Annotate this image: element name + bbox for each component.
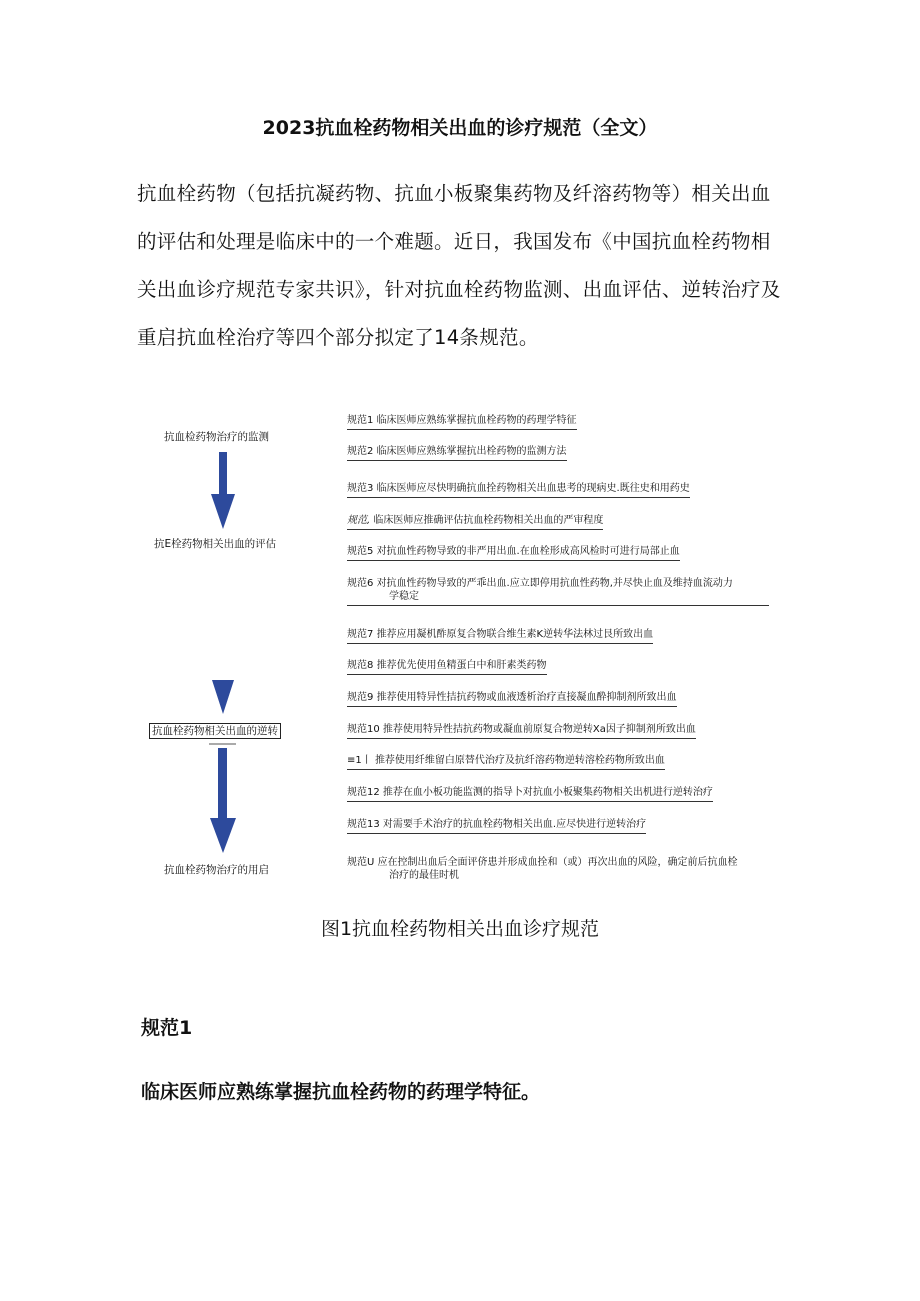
rule-item <box>347 628 653 644</box>
flow-label-monitoring: 抗血检药物治疗的监测 <box>164 431 269 443</box>
rule-text: 推荐使用纤维留白原替代治疗及抗纤溶药物逆转溶栓药物所致出血 <box>374 755 665 766</box>
rule-text: 推荐使用特异性拮抗药物或凝血前原复合物逆转Xa因子抑制剂所致出血 <box>382 724 696 735</box>
rule-item <box>347 482 690 498</box>
rule-prefix: 规范7 <box>347 629 374 640</box>
rule-text: 临床医师应熟练掌握抗出栓药物的监测方法 <box>376 446 567 457</box>
down-triangle-icon <box>211 680 235 716</box>
section-heading: 规范1 <box>141 1017 193 1039</box>
figure-caption: 图1抗血栓药物相关出血诊疗规范 <box>320 918 600 940</box>
rule-item <box>347 691 677 707</box>
document-title: 2023抗血栓药物相关出血的诊疗规范（全文） <box>262 117 658 139</box>
rule-text: 临床医师应熟练掌握抗血栓药物的药理学特征 <box>376 415 577 426</box>
rule-prefix: 规范9 <box>347 692 374 703</box>
rule-item <box>347 414 577 430</box>
section-text: 临床医师应熟练掌握抗血栓药物的药理学特征。 <box>141 1081 541 1103</box>
rule-text: 对抗血性药物导致的非严用出血.在血栓形成高风检时可进行局部止血 <box>376 546 680 557</box>
flow-label-restart: 抗血栓药物治疗的用启 <box>164 864 269 876</box>
rule-item <box>347 514 603 530</box>
rule-prefix: 规范U <box>347 857 375 868</box>
flowchart-figure <box>130 400 800 900</box>
rule-text: 临床医师应推确评估抗血栓药物相关出血的严审程度 <box>373 515 604 526</box>
rule-prefix: 规范, <box>347 515 371 526</box>
rule-item <box>347 754 665 770</box>
rule-item <box>347 445 567 461</box>
rule-prefix: 规范3 <box>347 483 374 494</box>
down-arrow-icon <box>210 452 236 530</box>
rule-prefix: 规范10 <box>347 724 380 735</box>
rule-text: 对抗血性药物导致的严乖出血.应立即停用抗血性药物,并尽快止血及维持血流动力 <box>376 578 733 589</box>
rule-prefix: 规范6 <box>347 578 374 589</box>
rule-prefix: 规范8 <box>347 660 374 671</box>
rule-item <box>347 786 713 802</box>
rule-text: 推荐优先使用鱼精蛋白中和肝素类药物 <box>376 660 547 671</box>
rule-text-cont: 学稳定 <box>389 591 419 602</box>
rule-prefix: 规范13 <box>347 819 380 830</box>
rule-text: 推荐使用特异性拮抗药物或血液透析治疗直接凝血酔抑制剂所致出血 <box>376 692 677 703</box>
rule-item <box>347 818 646 834</box>
rule-prefix: 规范5 <box>347 546 374 557</box>
rule-prefix: ≡1丨 <box>347 755 372 766</box>
down-arrow-long-icon <box>208 742 238 854</box>
rule-item <box>347 545 680 561</box>
rule-text: 对需要手术治疗的抗血栓药物相关出血.应尽快进行逆转治疗 <box>382 819 647 830</box>
rule-text: 推荐在血小板功能监测的指导卜对抗血小板聚集药物相关出机进行逆转治疗 <box>382 787 713 798</box>
rule-item <box>347 659 547 675</box>
intro-paragraph: 抗血栓药物（包括抗凝药物、抗血小板聚集药物及纤溶药物等）相关出血的评估和处理是临床中的一个难题。近日，我国发布《中国抗血栓药物相关出血诊疗规范专家共识》，针对抗血栓药物监测、出血评估、逆转治疗及重启抗血栓治疗等四个部分拟定了14条规范。 <box>137 182 781 349</box>
rule-prefix: 规范1 <box>347 415 374 426</box>
rule-text: 推荐应用凝机酢原复合物联合维生素K逆转华法林过艮所致出血 <box>376 629 654 640</box>
rule-item <box>347 577 769 606</box>
rule-text-cont: 治疗的最佳时机 <box>389 870 459 881</box>
rule-item <box>347 856 769 884</box>
rule-item <box>347 723 696 739</box>
flow-label-evaluation: 抗E栓药物相关出血的评估 <box>154 538 277 550</box>
rule-prefix: 规范2 <box>347 446 374 457</box>
rule-text: 应在控制出血后全面评侪患并形成血拴和（或）再次出血的风险，确定前后抗血栓 <box>377 857 738 868</box>
rule-text: 临床医师应尽快明确抗血拴药物相关出血患考的现病史.既往史和用药史 <box>376 483 690 494</box>
flow-label-reversal: 抗血栓药物相关出血的逆转 <box>149 723 281 739</box>
rule-prefix: 规范12 <box>347 787 380 798</box>
